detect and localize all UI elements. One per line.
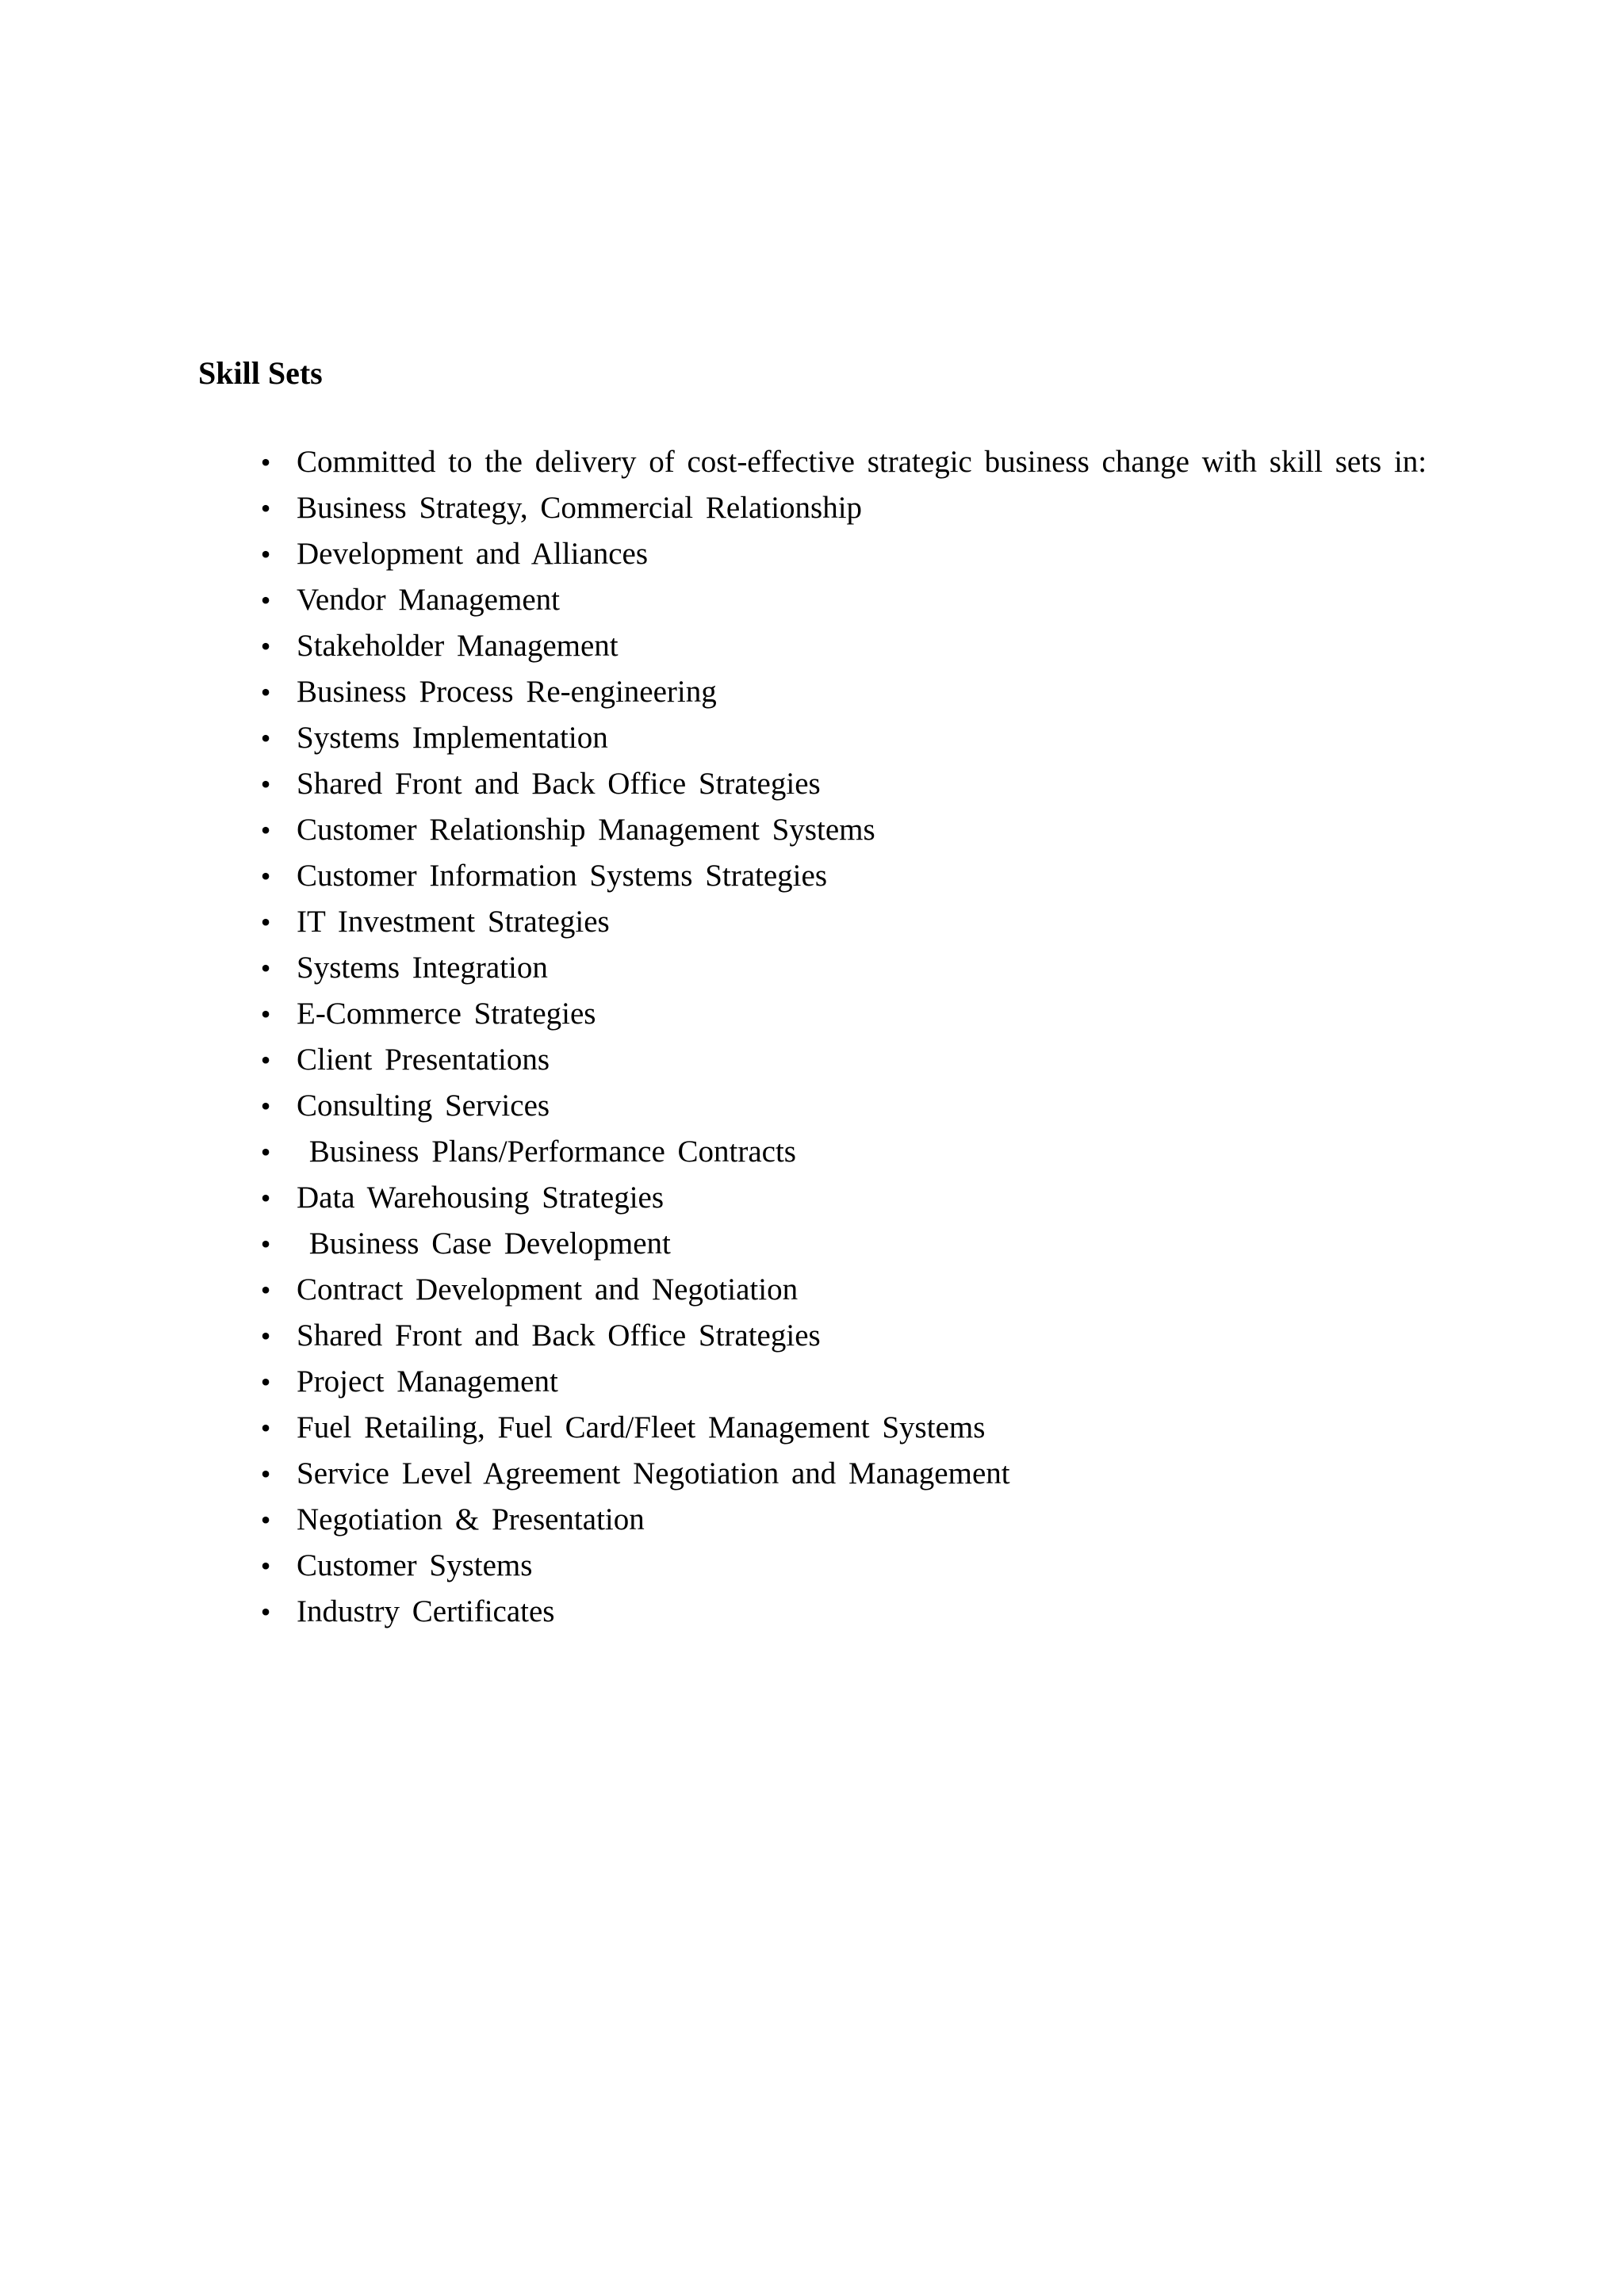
list-item-text: Business Case Development [297,1226,671,1261]
bullet-icon: • [260,1458,271,1490]
bullet-icon: • [260,446,271,478]
list-item-text: Business Plans/Performance Contracts [297,1135,796,1169]
bullet-icon: • [260,814,271,846]
list-item-text: Industry Certificates [297,1594,555,1628]
bullet-icon: • [260,1274,271,1306]
list-item-text: Project Management [297,1364,558,1399]
bullet-icon: • [260,630,271,662]
list-item-text: Customer Systems [297,1548,533,1582]
bullet-icon: • [260,1182,271,1214]
list-item-text: Business Strategy, Commercial Relationship [297,491,863,525]
bullet-icon: • [260,906,271,938]
list-item-text: Business Process Re-engineering [297,675,717,709]
bullet-icon: • [260,998,271,1030]
list-item-text: Contract Development and Negotiation [297,1272,799,1307]
list-item-text: Vendor Management [297,583,560,617]
bullet-icon: • [260,1550,271,1582]
list-item-text: Customer Information Systems Strategies [297,859,828,893]
list-item-text: Customer Relationship Management Systems [297,813,875,847]
bullet-icon: • [260,584,271,616]
list-item-text: Development and Alliances [297,537,649,571]
bullet-icon: • [260,1504,271,1536]
list-item-text: Service Level Agreement Negotiation and Management [297,1456,1010,1490]
bullet-icon: • [260,1228,271,1260]
bullet-icon: • [260,492,271,524]
list-item-text: Shared Front and Back Office Strategies [297,1318,821,1353]
bullet-icon: • [260,1320,271,1352]
list-item-text: Data Warehousing Strategies [297,1181,665,1215]
bullet-icon: • [260,1090,271,1122]
list-item-text: Negotiation & Presentation [297,1502,645,1536]
list-item-text: Systems Implementation [297,721,608,755]
list-item-text: Committed to the delivery of cost-effective strategic business change with skill sets in: [297,445,1427,479]
list-item-text: Stakeholder Management [297,629,619,663]
list-item-text: Fuel Retailing, Fuel Card/Fleet Management Systems [297,1410,986,1445]
bullet-icon: • [260,1412,271,1444]
bullet-icon: • [260,952,271,984]
section-heading: Skill Sets [198,355,323,391]
list-item-text: Consulting Services [297,1089,550,1123]
bullet-icon: • [260,538,271,570]
bullet-icon: • [260,1596,271,1628]
bullet-icon: • [260,1136,271,1168]
bullet-icon: • [260,768,271,800]
list-item-text: IT Investment Strategies [297,905,610,939]
bullet-icon: • [260,1044,271,1076]
list-item-text: E-Commerce Strategies [297,997,596,1031]
list-item-text: Shared Front and Back Office Strategies [297,767,821,801]
list-item-text: Client Presentations [297,1043,550,1077]
bullet-icon: • [260,860,271,892]
bullet-icon: • [260,676,271,708]
list-item-text: Systems Integration [297,951,548,985]
bullet-icon: • [260,722,271,754]
bullet-icon: • [260,1366,271,1398]
